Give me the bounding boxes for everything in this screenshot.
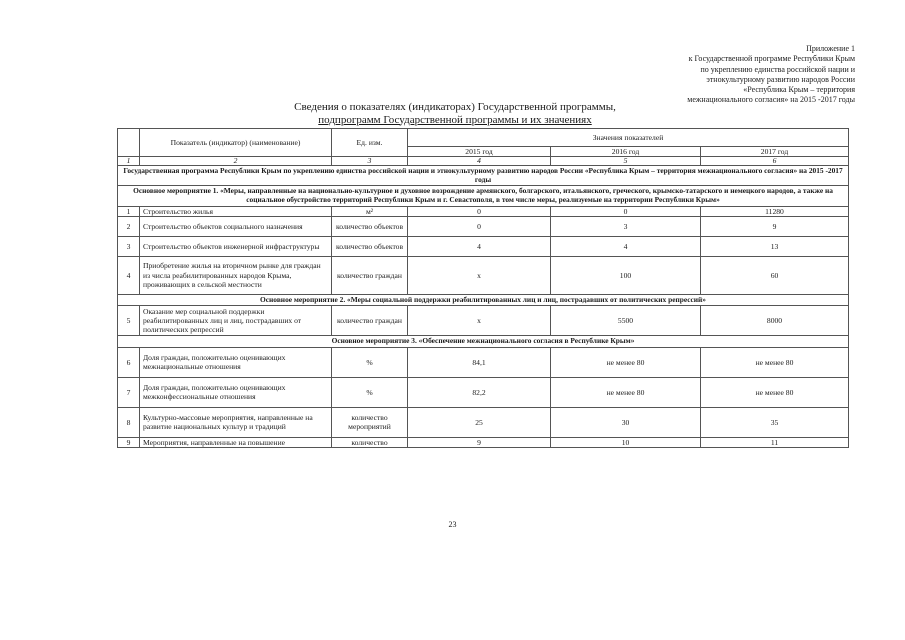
row-value-2016: 30 — [551, 407, 701, 437]
row-value-2016: 10 — [551, 437, 701, 447]
row-indicator: Культурно-массовые мероприятия, направленные на развитие национальных культур и традиций — [140, 407, 332, 437]
program-title-row — [118, 166, 849, 186]
row-value-2015: 9 — [408, 437, 551, 447]
section-2-title: Основное мероприятие 2. «Меры социальной поддержки реабилитированных лиц и лиц, пострадавших от политических репрессий» — [118, 294, 849, 306]
row-number: 2 — [118, 216, 140, 236]
table-row — [118, 347, 849, 377]
header-year-2015: 2015 год — [408, 147, 551, 157]
appendix-block — [555, 44, 855, 106]
row-indicator: Приобретение жилья на вторичном рынке для граждан из числа реабилитированных народов Крыма, проживающих в сельской местности — [140, 256, 332, 294]
column-number: 6 — [701, 157, 849, 166]
row-unit: количество граждан — [332, 256, 408, 294]
row-value-2017: 60 — [701, 256, 849, 294]
appendix-line: по укреплению единства российской нации и — [700, 64, 855, 74]
row-value-2015: 84,1 — [408, 347, 551, 377]
row-number: 9 — [118, 437, 140, 447]
row-value-2016: не менее 80 — [551, 347, 701, 377]
row-value-2015: 25 — [408, 407, 551, 437]
header-year-2017: 2017 год — [701, 147, 849, 157]
row-value-2015: х — [408, 256, 551, 294]
appendix-line: Приложение 1 — [806, 44, 855, 53]
header-number — [118, 129, 140, 157]
row-value-2016: 0 — [551, 206, 701, 216]
row-value-2017: 13 — [701, 236, 849, 256]
table-row — [118, 306, 849, 336]
row-value-2015: 82,2 — [408, 377, 551, 407]
header-row — [118, 129, 849, 147]
page-number: 23 — [448, 520, 457, 529]
row-value-2016: 5500 — [551, 306, 701, 336]
title-line-2: подпрограмм Государственной программы и их значениях — [318, 113, 592, 126]
column-number: 3 — [332, 157, 408, 166]
row-number: 6 — [118, 347, 140, 377]
row-indicator: Строительство объектов инженерной инфраструктуры — [140, 236, 332, 256]
row-value-2017: 8000 — [701, 306, 849, 336]
row-value-2017: 11 — [701, 437, 849, 447]
row-number: 8 — [118, 407, 140, 437]
row-value-2015: 0 — [408, 206, 551, 216]
row-indicator: Строительство объектов социального назначения — [140, 216, 332, 236]
column-numbers-row — [118, 157, 849, 166]
table-row — [118, 407, 849, 437]
header-unit: Ед. изм. — [332, 129, 408, 157]
row-number: 3 — [118, 236, 140, 256]
row-number: 1 — [118, 206, 140, 216]
appendix-line: этнокультурному развитию народов России — [706, 74, 855, 84]
row-indicator: Оказание мер социальной поддержки реабилитированных лиц и лиц, пострадавших от политических репрессий — [140, 306, 332, 336]
column-number: 2 — [140, 157, 332, 166]
table-row — [118, 437, 849, 447]
row-value-2017: 9 — [701, 216, 849, 236]
row-indicator: Строительство жилья — [140, 206, 332, 216]
indicators-table — [117, 128, 849, 448]
header-year-2016: 2016 год — [551, 147, 701, 157]
header-indicator: Показатель (индикатор) (наименование) — [140, 129, 332, 157]
section-1-title: Основное мероприятие 1. «Меры, направленные на национально-культурное и духовное возрождение армянского, болгарского, итальянского, греческого, крымско-татарского и немецкого народов, а также на социальное обустройство территорий Республики Крым и г. Севастополя, в том числе меры, реализуемые на территории Республики Крым» — [118, 186, 849, 206]
row-value-2017: не менее 80 — [701, 347, 849, 377]
program-title: Государственная программа Республики Крым по укреплению единства российской нации и этнокультурному развитию народов России «Республика Крым – территория межнационального согласия» на 2015 -2017 годы — [118, 166, 849, 186]
row-number: 4 — [118, 256, 140, 294]
appendix-line: «Республика Крым – территория — [743, 85, 855, 95]
row-unit: % — [332, 377, 408, 407]
row-value-2016: не менее 80 — [551, 377, 701, 407]
column-number: 4 — [408, 157, 551, 166]
row-value-2015: 4 — [408, 236, 551, 256]
row-value-2017: не менее 80 — [701, 377, 849, 407]
appendix-line: межнационального согласия» на 2015 -2017 годы — [687, 95, 855, 105]
row-value-2016: 4 — [551, 236, 701, 256]
section-row — [118, 336, 849, 348]
table-row — [118, 256, 849, 294]
row-indicator: Мероприятия, направленные на повышение — [140, 437, 332, 447]
row-value-2015: х — [408, 306, 551, 336]
document-title — [240, 101, 670, 126]
row-unit: % — [332, 347, 408, 377]
row-unit: количество — [332, 437, 408, 447]
row-value-2017: 35 — [701, 407, 849, 437]
table-row — [118, 216, 849, 236]
row-value-2015: 0 — [408, 216, 551, 236]
section-row — [118, 294, 849, 306]
table-row — [118, 377, 849, 407]
section-row — [118, 186, 849, 206]
row-unit: количество объектов — [332, 236, 408, 256]
row-unit: количество граждан — [332, 306, 408, 336]
row-value-2017: 11280 — [701, 206, 849, 216]
row-unit: количество мероприятий — [332, 407, 408, 437]
row-number: 5 — [118, 306, 140, 336]
column-number: 5 — [551, 157, 701, 166]
row-value-2016: 3 — [551, 216, 701, 236]
title-line-1: Сведения о показателях (индикаторах) Государственной программы, — [294, 101, 616, 113]
section-3-title: Основное мероприятие 3. «Обеспечение межнационального согласия в Республике Крым» — [118, 336, 849, 348]
table-row — [118, 206, 849, 216]
header-values-group: Значения показателей — [408, 129, 849, 147]
row-unit: м² — [332, 206, 408, 216]
appendix-line: к Государственной программе Республики Крым — [688, 54, 855, 64]
row-indicator: Доля граждан, положительно оценивающих межконфессиональные отношения — [140, 377, 332, 407]
row-number: 7 — [118, 377, 140, 407]
row-unit: количество объектов — [332, 216, 408, 236]
row-value-2016: 100 — [551, 256, 701, 294]
column-number: 1 — [118, 157, 140, 166]
table-row — [118, 236, 849, 256]
row-indicator: Доля граждан, положительно оценивающих межнациональные отношения — [140, 347, 332, 377]
